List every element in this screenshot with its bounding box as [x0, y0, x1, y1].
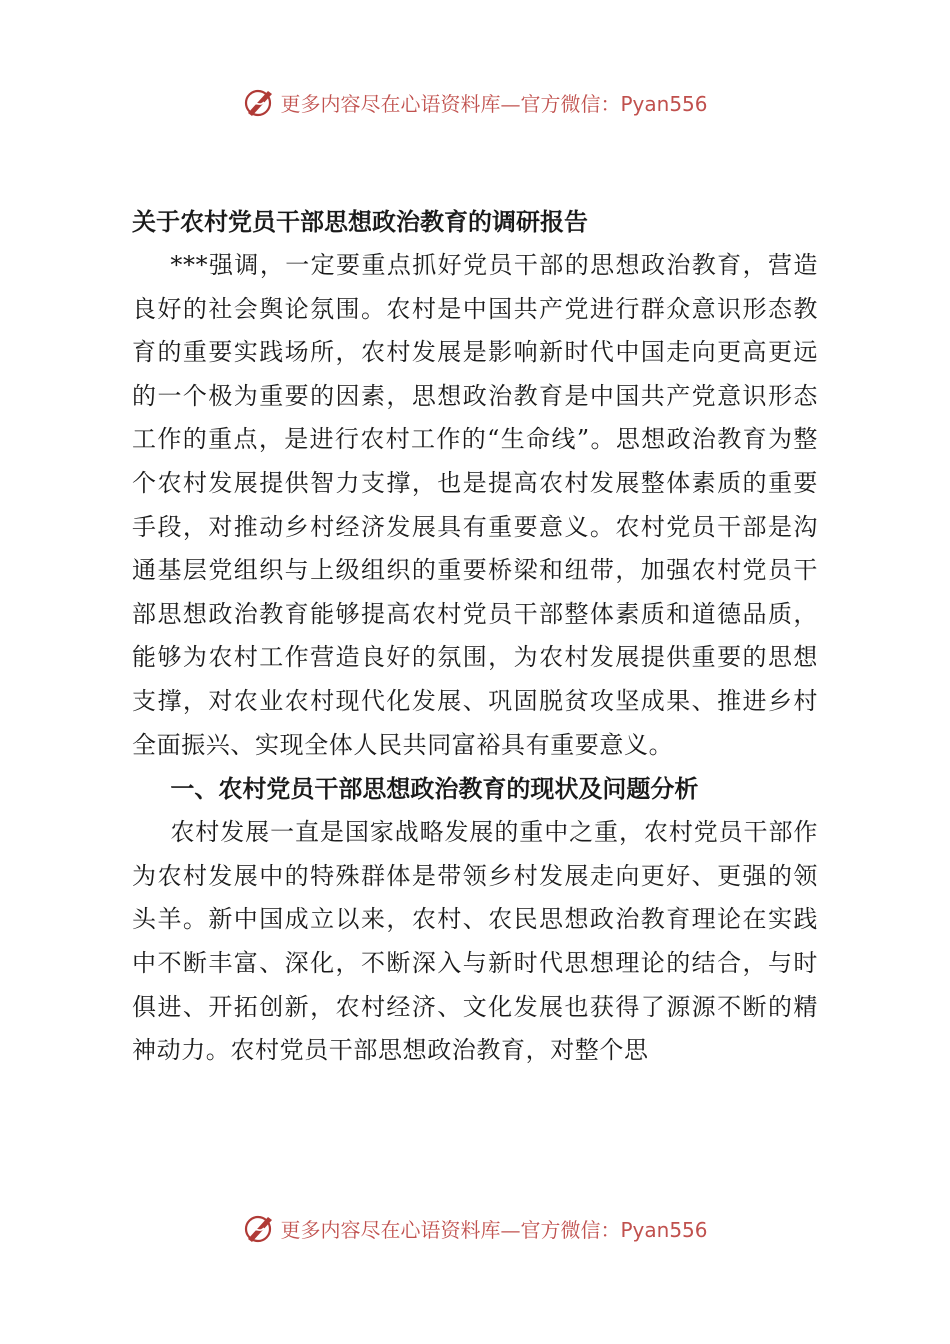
watermark-separator: —: [500, 91, 521, 116]
pen-logo-icon: [242, 85, 276, 119]
section-heading: 一、农村党员干部思想政治教育的现状及问题分析: [170, 774, 699, 804]
intro-paragraph: ***强调，一定要重点抓好党员干部的思想政治教育，营造良好的社会舆论氛围。农村是中国共产党进行群众意识形态教育的重要实践场所，农村发展是影响新时代中国走向更高更远的一个极为重要的因素，思想政治教育是中国共产党意识形态工作的重点，是进行农村工作的“生命线”。思想政治教育为整个农村发展提供智力支撑，也是提高农村发展整体素质的重要手段，对推动乡村经济发展具有重要意义。农村党员干部是沟通基层党组织与上级组织的重要桥梁和纽带，加强农村党员干部思想政治教育能够提高农村党员干部整体素质和道德品质，能够为农村工作营造良好的氛围，为农村发展提供重要的思想支撑，对农业农村现代化发展、巩固脱贫攻坚成果、推进乡村全面振兴、实现全体人民共同富裕具有重要意义。: [132, 251, 818, 759]
header-watermark: [0, 82, 950, 122]
watermark-separator: —: [500, 1217, 521, 1242]
watermark-text: [280, 88, 707, 117]
watermark-prefix: 更多内容尽在心语资料库: [280, 1217, 501, 1242]
section-paragraph: 农村发展一直是国家战略发展的重中之重，农村党员干部作为农村发展中的特殊群体是带领乡村发展走向更好、更强的领头羊。新中国成立以来，农村、农民思想政治教育理论在实践中不断丰富、深化，不断深入与新时代思想理论的结合，与时俱进、开拓创新，农村经济、文化发展也获得了源源不断的精神动力。农村党员干部思想政治教育，对整个思: [132, 818, 818, 1065]
watermark-text: [280, 1214, 707, 1243]
pen-logo-icon: [242, 1211, 276, 1245]
watermark-wechat-label: 官方微信：: [520, 91, 621, 116]
document-body: [132, 200, 818, 1073]
watermark-prefix: 更多内容尽在心语资料库: [280, 91, 501, 116]
document-title: 关于农村党员干部思想政治教育的调研报告: [132, 207, 588, 236]
footer-watermark: [0, 1208, 950, 1248]
watermark-wechat-id: Pyan556: [620, 1217, 708, 1242]
watermark-wechat-label: 官方微信：: [520, 1217, 621, 1242]
watermark-wechat-id: Pyan556: [620, 91, 708, 116]
